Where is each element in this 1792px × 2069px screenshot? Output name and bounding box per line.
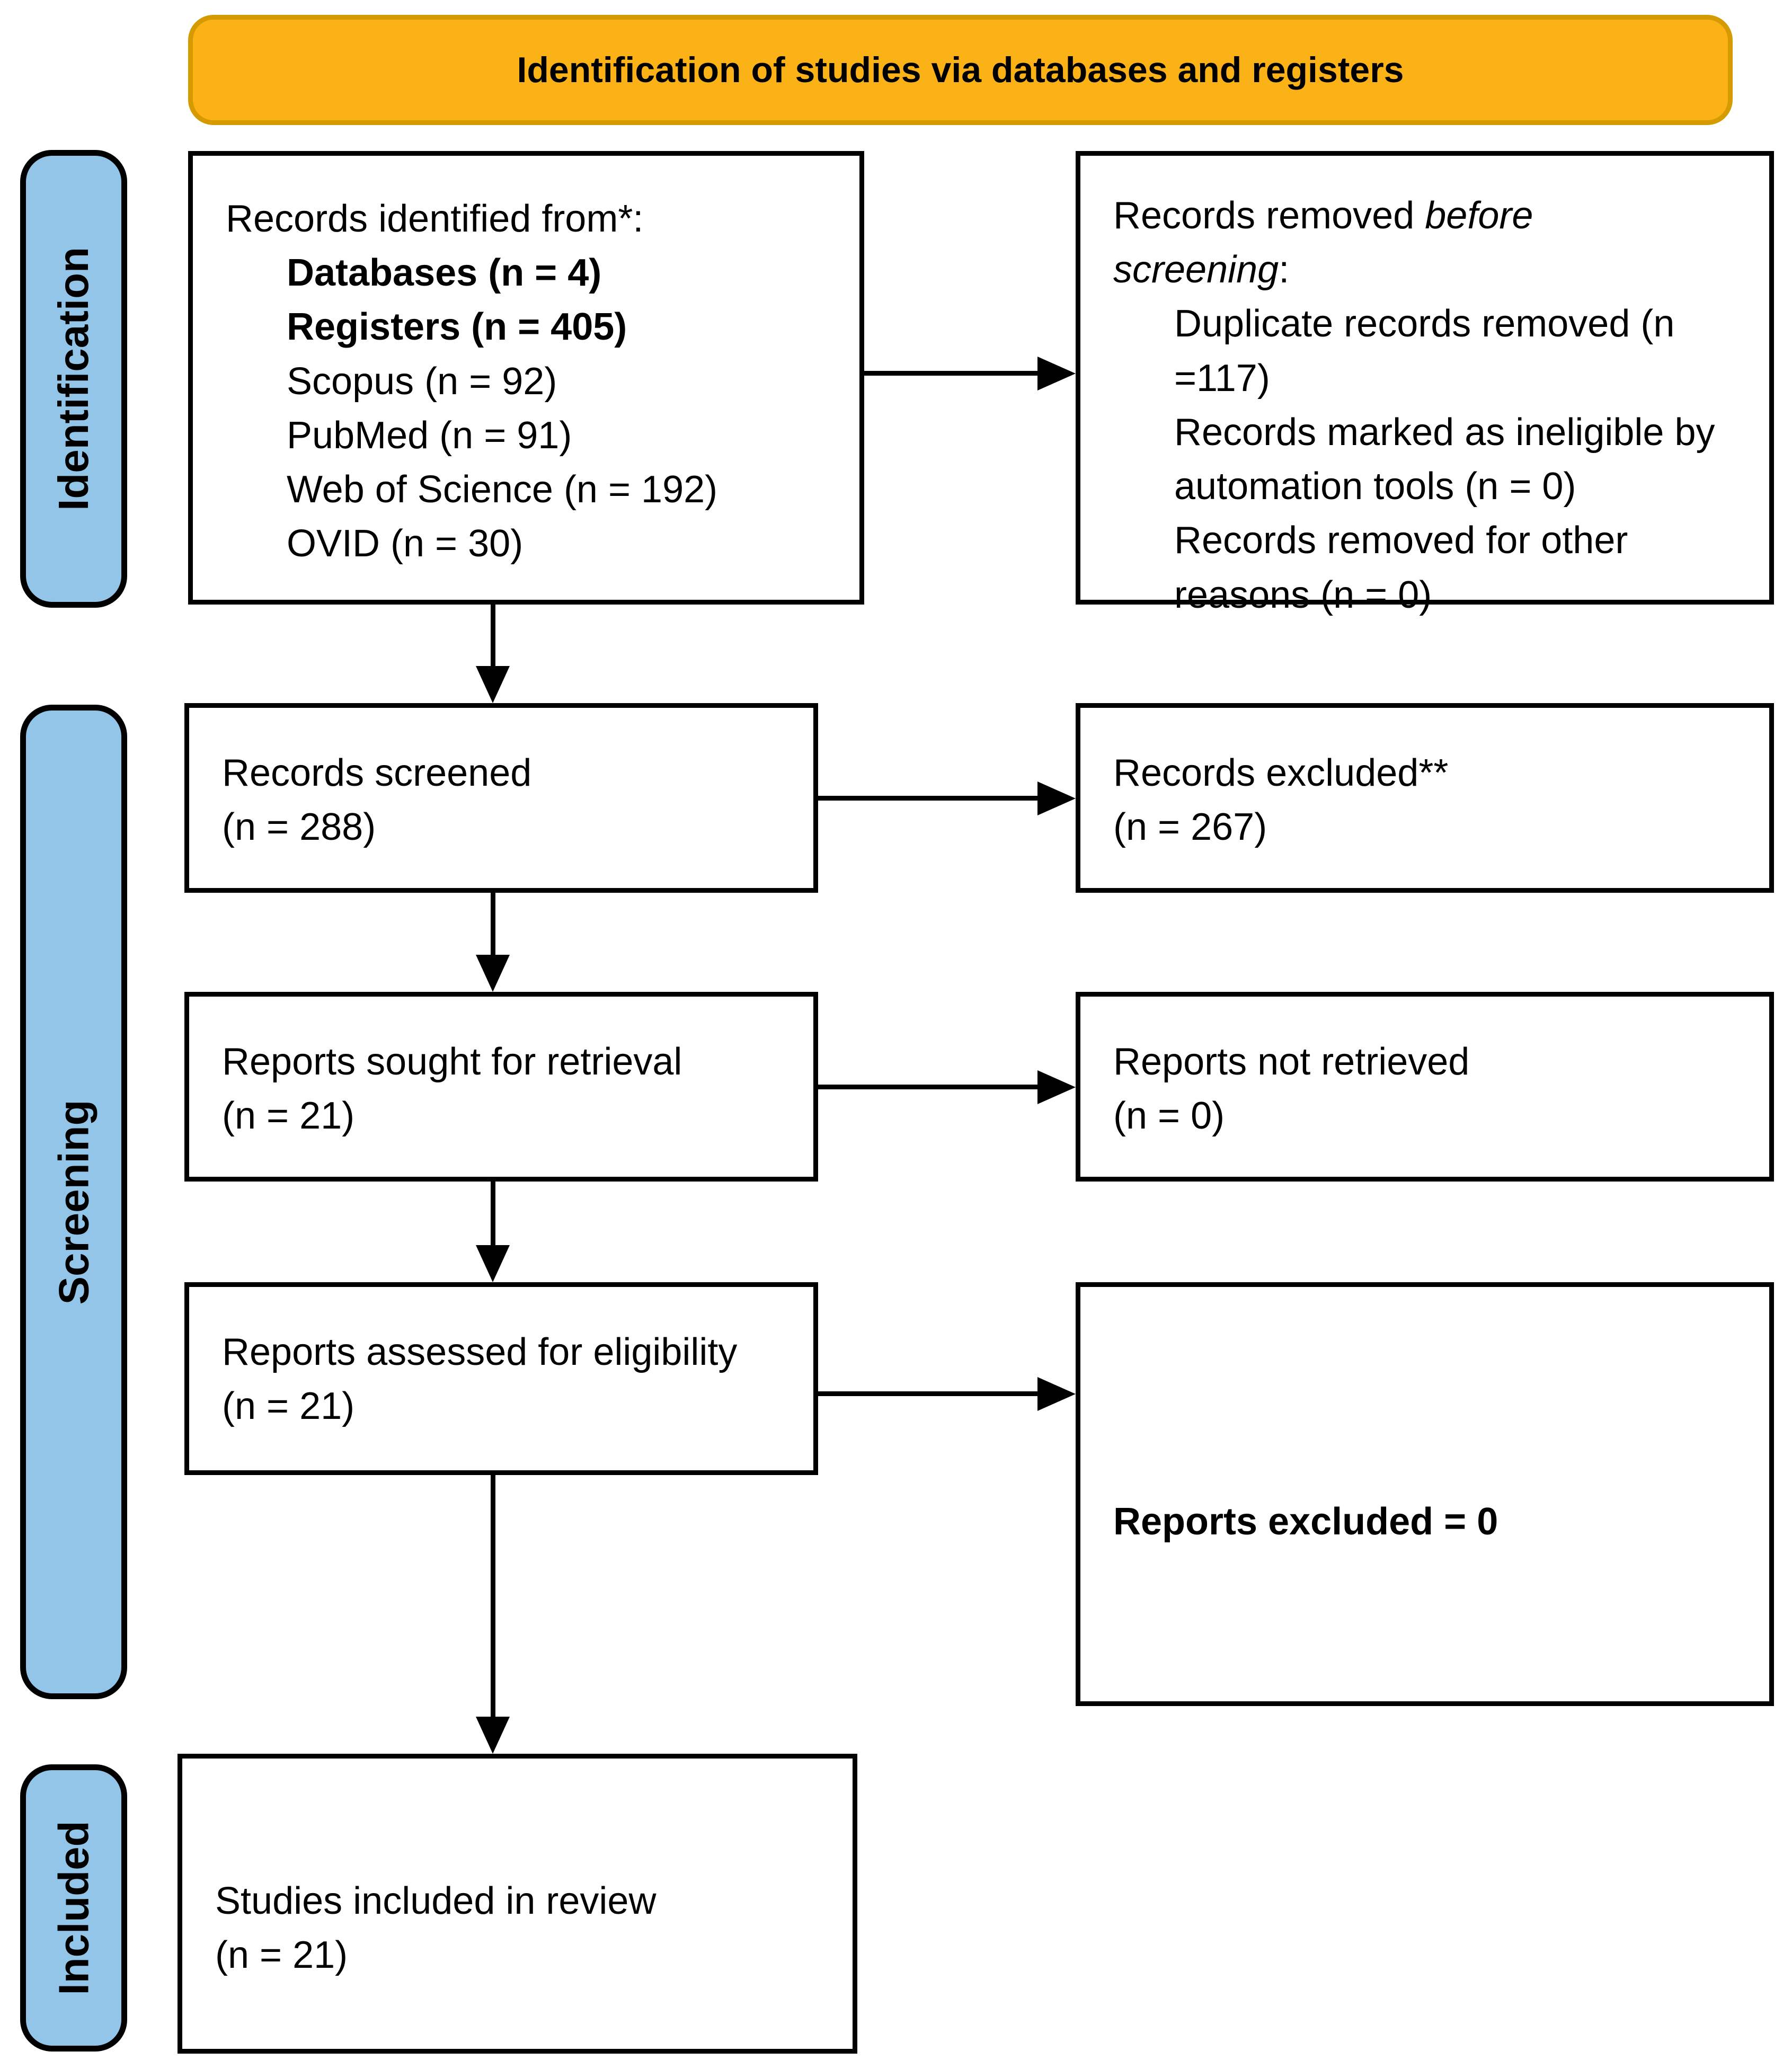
arrow-line bbox=[818, 1085, 1039, 1089]
box-reports-not-retrieved bbox=[1076, 992, 1774, 1182]
box-line: (n = 21) bbox=[215, 1934, 348, 1977]
box-line: (n = 288) bbox=[222, 806, 376, 849]
box-line: Reports assessed for eligibility bbox=[222, 1331, 738, 1373]
box-line: (n = 21) bbox=[222, 1385, 355, 1428]
box-records-excluded bbox=[1076, 703, 1774, 893]
box-records-removed bbox=[1076, 151, 1774, 616]
box-reports-excluded bbox=[1076, 1282, 1774, 1706]
box-line: OVID (n = 30) bbox=[287, 522, 524, 565]
arrowhead-right-icon bbox=[1037, 1377, 1076, 1411]
arrowhead-right-icon bbox=[1037, 357, 1076, 390]
box-reports-assessed bbox=[184, 1282, 818, 1475]
sidebar-identification bbox=[20, 150, 127, 608]
arrow-line bbox=[864, 371, 1039, 376]
arrow-line bbox=[491, 1475, 495, 1718]
arrowhead-down-icon bbox=[476, 1245, 510, 1282]
arrow-line bbox=[818, 1391, 1039, 1396]
box-line: Records screened bbox=[222, 752, 532, 794]
box-line: Records removed for other reasons (n = 0) bbox=[1174, 519, 1628, 616]
sidebar-screening bbox=[20, 705, 127, 1699]
box-studies-included bbox=[178, 1754, 857, 2054]
box-line: (n = 267) bbox=[1113, 806, 1267, 849]
arrowhead-down-icon bbox=[476, 666, 510, 703]
sidebar-screening-label: Screening bbox=[50, 1099, 97, 1304]
box-reports-sought bbox=[184, 992, 818, 1182]
box-line: Duplicate records removed (n =117) bbox=[1174, 303, 1675, 399]
box-line: PubMed (n = 91) bbox=[287, 414, 572, 457]
box-line: Scopus (n = 92) bbox=[287, 360, 557, 403]
arrowhead-down-icon bbox=[476, 955, 510, 992]
box-line: Records marked as ineligible by automation tools (n = 0) bbox=[1174, 411, 1715, 508]
box-line: Reports excluded = 0 bbox=[1113, 1500, 1498, 1543]
box-line: Registers (n = 405) bbox=[287, 306, 627, 349]
box-line: Reports sought for retrieval bbox=[222, 1041, 682, 1083]
box-line: Studies included in review bbox=[215, 1880, 657, 1922]
box-line: Reports not retrieved bbox=[1113, 1041, 1470, 1083]
sidebar-included-label: Included bbox=[50, 1821, 97, 1995]
box-line: Records identified from*: bbox=[226, 198, 644, 240]
arrow-line bbox=[818, 796, 1039, 801]
arrow-line bbox=[491, 893, 495, 955]
arrowhead-right-icon bbox=[1037, 1070, 1076, 1104]
box-line: Records removed before screening: bbox=[1113, 194, 1533, 291]
box-line: (n = 21) bbox=[222, 1095, 355, 1138]
sidebar-included bbox=[20, 1764, 127, 2052]
arrow-line bbox=[491, 1182, 495, 1246]
arrowhead-right-icon bbox=[1037, 782, 1076, 815]
box-line: Web of Science (n = 192) bbox=[287, 468, 718, 511]
sidebar-identification-label: Identification bbox=[50, 247, 97, 511]
box-records-identified bbox=[188, 151, 864, 605]
banner-title: Identification of studies via databases and registers bbox=[517, 50, 1404, 90]
arrow-line bbox=[491, 605, 495, 667]
arrowhead-down-icon bbox=[476, 1717, 510, 1754]
banner bbox=[188, 15, 1733, 125]
box-records-screened bbox=[184, 703, 818, 893]
box-line: (n = 0) bbox=[1113, 1095, 1225, 1138]
box-line: Records excluded** bbox=[1113, 752, 1449, 794]
box-line: Databases (n = 4) bbox=[287, 252, 602, 295]
